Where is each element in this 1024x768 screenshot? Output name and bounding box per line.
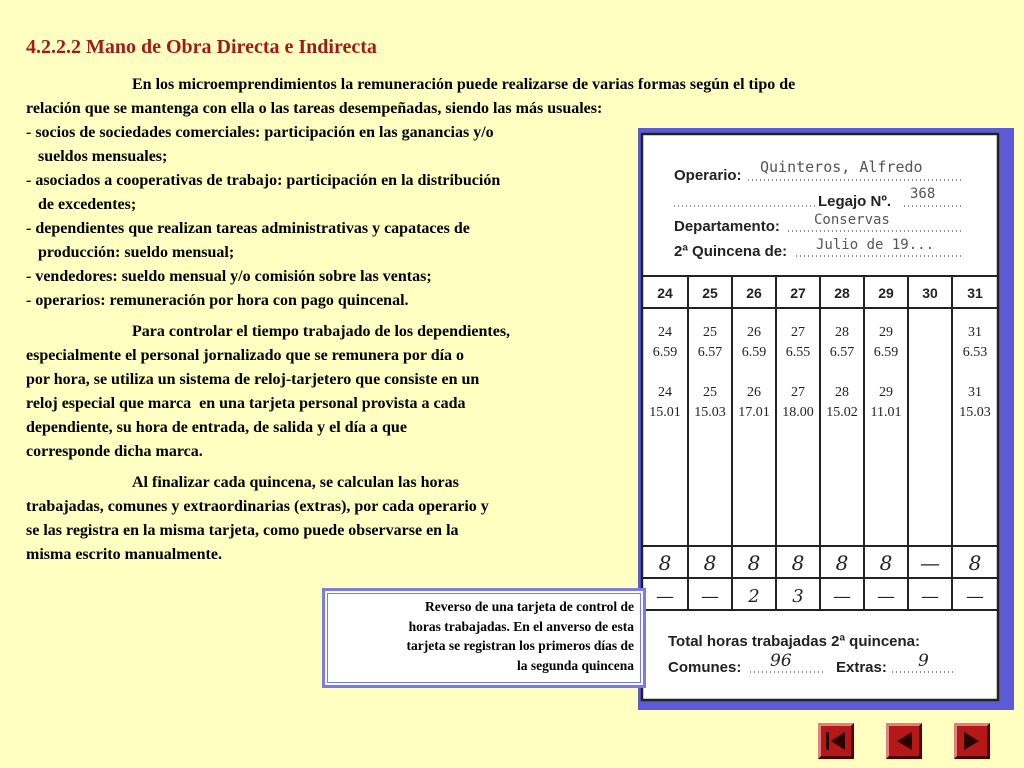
entry-in-time: 6.57 bbox=[697, 345, 723, 360]
quincena-label: 2ª Quincena de: bbox=[674, 243, 788, 260]
departamento-label: Departamento: bbox=[674, 218, 780, 235]
hours-extra: — bbox=[877, 586, 895, 607]
day-header: 27 bbox=[790, 285, 806, 301]
day-header: 28 bbox=[834, 285, 850, 301]
entry-day: 25 bbox=[703, 385, 717, 400]
previous-icon bbox=[892, 729, 916, 753]
para3-line: misma escrito manualmente. bbox=[26, 546, 222, 563]
departamento-value: Conservas bbox=[814, 212, 890, 228]
day-header: 31 bbox=[967, 285, 983, 301]
hours-common: 8 bbox=[747, 551, 761, 575]
entry-day: 27 bbox=[791, 385, 805, 400]
entry-out-time: 17.01 bbox=[738, 405, 770, 420]
legajo-value: 368 bbox=[910, 186, 936, 202]
para2-line: por hora, se utiliza un sistema de reloj-tarjetero que consiste en un bbox=[26, 371, 480, 388]
operario-label: Operario: bbox=[674, 167, 742, 184]
para2-line: corresponde dicha marca. bbox=[26, 443, 203, 460]
hours-common: 8 bbox=[791, 551, 805, 575]
hours-common: 8 bbox=[658, 551, 672, 575]
para3-line: se las registra en la misma tarjeta, como puede observarse en la bbox=[26, 522, 459, 539]
hours-extra: — bbox=[833, 586, 851, 607]
legajo-label: Legajo Nº. bbox=[818, 193, 891, 210]
total-label: Total horas trabajadas 2ª quincena: bbox=[668, 633, 921, 650]
previous-slide-button[interactable] bbox=[886, 723, 922, 759]
entry-out-time: 15.03 bbox=[694, 405, 726, 420]
para2-line: dependiente, su hora de entrada, de salida y el día a que bbox=[26, 419, 407, 436]
hours-extra: 2 bbox=[748, 586, 760, 607]
entry-day: 24 bbox=[658, 385, 672, 400]
list-line: - socios de sociedades comerciales: participación en las ganancias y/o bbox=[26, 124, 494, 141]
hours-common: 8 bbox=[703, 551, 717, 575]
list-line: - dependientes que realizan tareas administrativas y capataces de bbox=[26, 220, 470, 237]
caption-line-4: la segunda quincena bbox=[516, 657, 634, 673]
list-line: producción: sueldo mensual; bbox=[26, 244, 235, 261]
entry-in-time: 6.57 bbox=[829, 345, 855, 360]
hours-common: 8 bbox=[879, 551, 893, 575]
day-header: 30 bbox=[922, 285, 938, 301]
entry-in-time: 6.53 bbox=[962, 345, 988, 360]
first-icon bbox=[824, 729, 848, 753]
first-slide-button[interactable] bbox=[818, 723, 854, 759]
entry-day: 26 bbox=[747, 325, 761, 340]
entry-day: 27 bbox=[791, 325, 805, 340]
entry-in-time: 6.55 bbox=[785, 345, 811, 360]
hours-extra: — bbox=[921, 586, 939, 607]
list-line: de excedentes; bbox=[26, 196, 137, 213]
operario-value: Quinteros, Alfredo bbox=[760, 158, 923, 176]
para3-line: trabajadas, comunes y extraordinarias (extras), por cada operario y bbox=[26, 498, 489, 515]
entry-in-time: 6.59 bbox=[741, 345, 767, 360]
para2-line: reloj especial que marca en una tarjeta personal provista a cada bbox=[26, 395, 466, 412]
day-header: 26 bbox=[746, 285, 762, 301]
hours-extra: — bbox=[701, 586, 719, 607]
entry-in-time: 6.59 bbox=[652, 345, 678, 360]
entry-day: 28 bbox=[835, 385, 849, 400]
extras-label: Extras: bbox=[836, 659, 887, 676]
caption-line-3: tarjeta se registran los primeros días de bbox=[406, 638, 634, 653]
entry-day: 26 bbox=[747, 385, 761, 400]
extras-value: 9 bbox=[918, 651, 929, 671]
card-caption bbox=[322, 588, 646, 688]
hours-extra: — bbox=[966, 586, 984, 607]
entry-out-time: 15.01 bbox=[649, 405, 681, 420]
entry-day: 29 bbox=[879, 325, 893, 340]
comunes-value: 96 bbox=[770, 651, 792, 671]
entry-day: 31 bbox=[968, 385, 982, 400]
hours-common: 8 bbox=[968, 551, 982, 575]
entry-out-time: 15.02 bbox=[826, 405, 858, 420]
entry-day: 28 bbox=[835, 325, 849, 340]
list-line: - vendedores: sueldo mensual y/o comisión sobre las ventas; bbox=[26, 268, 432, 285]
day-header: 24 bbox=[657, 285, 673, 301]
para3-line: Al finalizar cada quincena, se calculan las horas bbox=[132, 474, 459, 491]
next-slide-button[interactable] bbox=[954, 723, 990, 759]
comunes-label: Comunes: bbox=[668, 659, 742, 676]
entry-day: 24 bbox=[658, 325, 672, 340]
next-icon bbox=[960, 729, 984, 753]
entry-day: 25 bbox=[703, 325, 717, 340]
hours-extra: — bbox=[656, 586, 674, 607]
slide-title: 4.2.2.2 Mano de Obra Directa e Indirecta bbox=[26, 36, 377, 58]
entry-out-time: 11.01 bbox=[870, 405, 902, 420]
intro-line-2: relación que se mantenga con ella o las tareas desempeñadas, siendo las más usuales: bbox=[26, 100, 603, 117]
list-line: - asociados a cooperativas de trabajo: participación en la distribución bbox=[26, 172, 501, 189]
time-card bbox=[638, 128, 1014, 710]
entry-out-time: 18.00 bbox=[782, 405, 814, 420]
para2-line: Para controlar el tiempo trabajado de los dependientes, bbox=[132, 323, 511, 340]
entry-day: 29 bbox=[879, 385, 893, 400]
hours-extra: 3 bbox=[792, 586, 804, 607]
entry-out-time: 15.03 bbox=[959, 405, 991, 420]
caption-line-1: Reverso de una tarjeta de control de bbox=[425, 599, 634, 614]
para2-line: especialmente el personal jornalizado que se remunera por día o bbox=[26, 347, 465, 364]
hours-common: 8 bbox=[835, 551, 849, 575]
intro-line-1: En los microemprendimientos la remuneración puede realizarse de varias formas según el tipo de bbox=[132, 76, 796, 93]
hours-common: — bbox=[920, 551, 940, 575]
caption-line-2: horas trabajadas. En el anverso de esta bbox=[408, 618, 634, 634]
day-header: 25 bbox=[702, 285, 718, 301]
day-header: 29 bbox=[878, 285, 894, 301]
entry-day: 31 bbox=[968, 325, 982, 340]
quincena-value: Julio de 19... bbox=[816, 237, 935, 253]
list-line: - operarios: remuneración por hora con pago quincenal. bbox=[26, 292, 409, 309]
time-card-image bbox=[638, 128, 1014, 710]
list-line: sueldos mensuales; bbox=[26, 148, 168, 165]
entry-in-time: 6.59 bbox=[873, 345, 899, 360]
